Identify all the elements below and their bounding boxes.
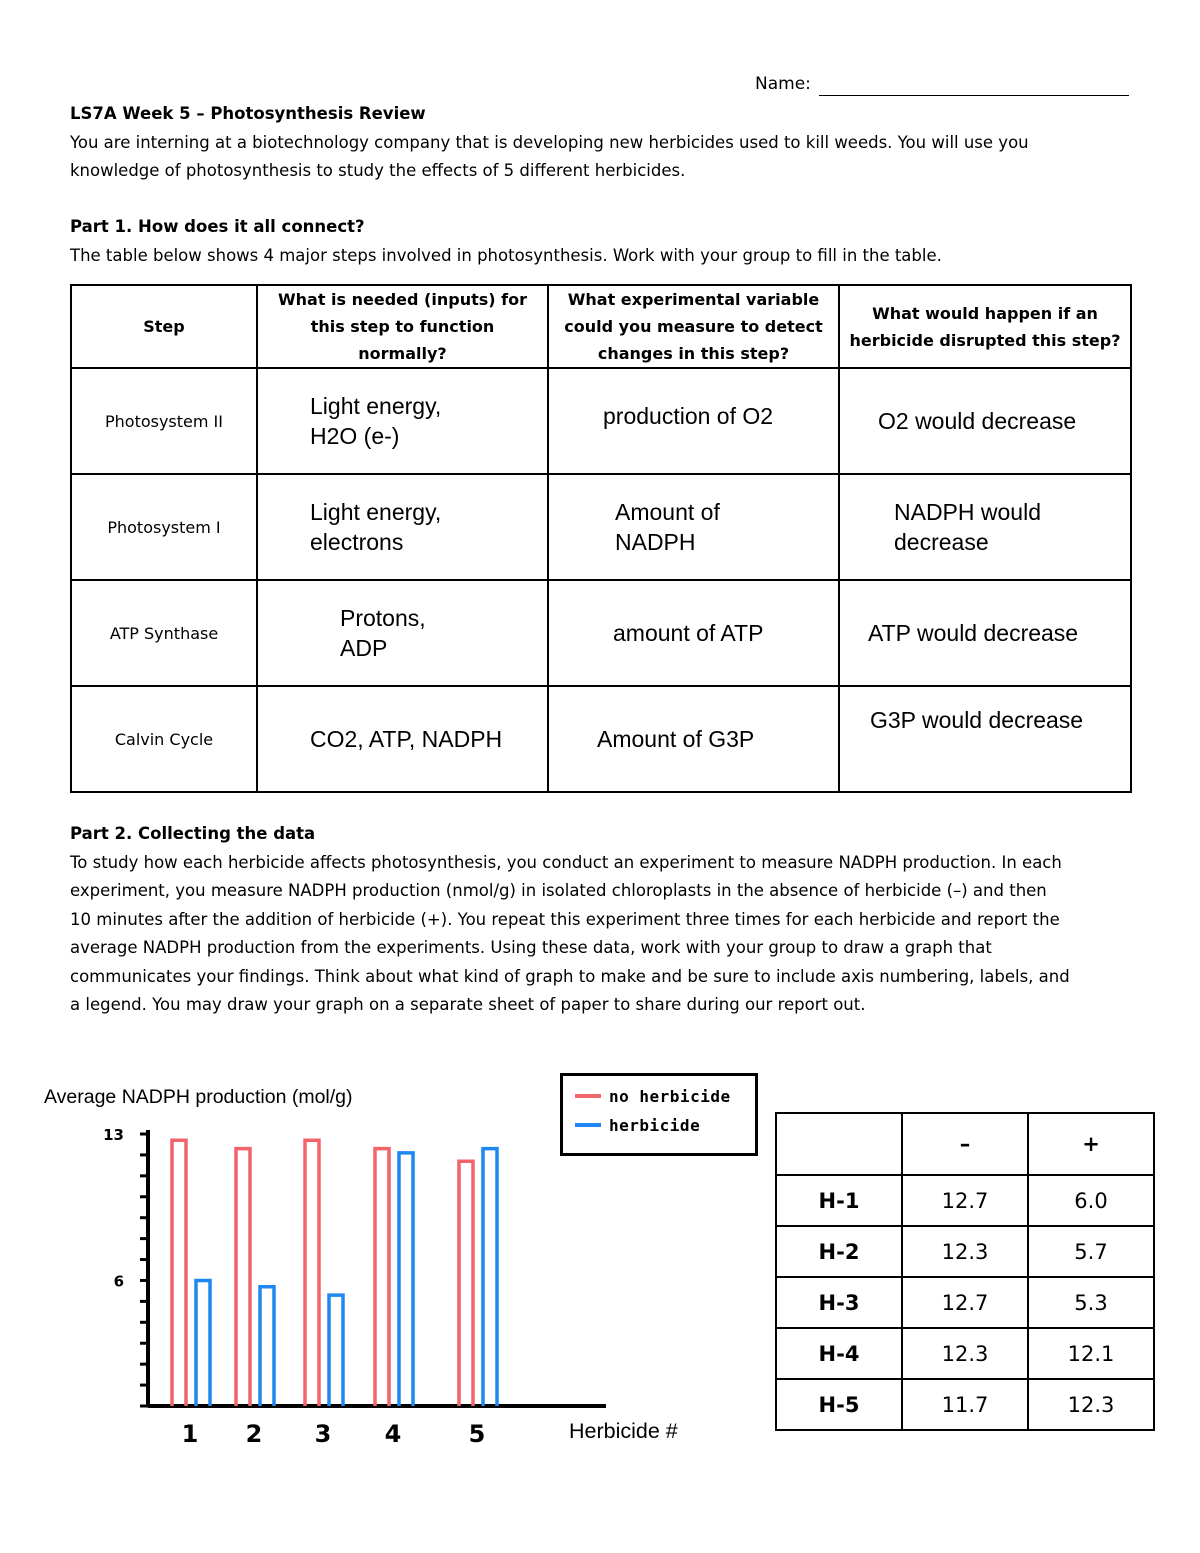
- step-cell: ATP Synthase: [71, 580, 257, 686]
- y-tick-label: 13: [103, 1126, 124, 1144]
- bar: [483, 1149, 497, 1406]
- minus-value: 12.3: [902, 1328, 1028, 1379]
- inputs-line: Protons,: [340, 605, 426, 631]
- steps-table: [70, 284, 1132, 793]
- col-header-inputs-text: What is needed (inputs) for this step to function normally?: [278, 290, 527, 363]
- chart-x-axis-label: Herbicide #: [569, 1419, 678, 1443]
- table-row: [776, 1328, 1154, 1379]
- bar: [399, 1153, 413, 1406]
- effect-line: ATP would decrease: [868, 620, 1079, 646]
- step-cell: Calvin Cycle: [71, 686, 257, 792]
- data-header-plus: +: [1028, 1113, 1154, 1175]
- plus-value: 5.3: [1028, 1277, 1154, 1328]
- intro-line-1: You are interning at a biotechnology company that is developing new herbicides used to kill weeds. You will use you: [70, 132, 1029, 152]
- part2-title: Part 2. Collecting the data: [70, 824, 316, 843]
- inputs-line: Light energy,: [310, 499, 442, 525]
- part2-section: [70, 820, 1140, 1020]
- part2-line: experiment, you measure NADPH production (nmol/g) in isolated chloroplasts in the absence of herbicide (–) and then: [70, 881, 1047, 900]
- effect-cell[interactable]: [839, 686, 1131, 792]
- effect-line: G3P would decrease: [870, 707, 1084, 733]
- plus-value: 5.7: [1028, 1226, 1154, 1277]
- data-header-minus: –: [902, 1113, 1028, 1175]
- bar: [375, 1149, 389, 1406]
- col-header-inputs: [257, 285, 548, 368]
- x-tick-label: 4: [384, 1420, 402, 1448]
- chart-y-axis-label: Average NADPH production (mol/g): [44, 1086, 353, 1108]
- table-row: [776, 1379, 1154, 1430]
- minus-value: 12.7: [902, 1175, 1028, 1226]
- part2-line: 10 minutes after the addition of herbicide (+). You repeat this experiment three times for each herbicide and report the: [70, 909, 1060, 929]
- steps-table-header: [71, 285, 1131, 368]
- effect-cell[interactable]: [839, 368, 1131, 474]
- legend-item-no-herbicide: [575, 1085, 731, 1107]
- bar: [172, 1140, 186, 1406]
- inputs-line: Light energy,: [310, 393, 442, 419]
- part2-line: average NADPH production from the experiments. Using these data, work with your group to draw a graph that: [70, 938, 992, 957]
- plus-value: 6.0: [1028, 1175, 1154, 1226]
- minus-value: 12.3: [902, 1226, 1028, 1277]
- variable-line: NADPH: [615, 529, 696, 555]
- worksheet-title: LS7A Week 5 – Photosynthesis Review: [70, 104, 426, 123]
- minus-value: 11.7: [902, 1379, 1028, 1430]
- col-header-variable-text: What experimental variable could you measure to detect changes in this step?: [564, 290, 823, 363]
- inputs-line: CO2, ATP, NADPH: [310, 726, 503, 752]
- col-header-effect: [839, 285, 1131, 368]
- effect-line: NADPH would: [894, 499, 1041, 525]
- herbicide-label: H-5: [776, 1379, 902, 1430]
- data-header-empty: [776, 1113, 902, 1175]
- inputs-cell[interactable]: [257, 368, 548, 474]
- y-tick-label: 6: [113, 1272, 124, 1291]
- data-table: [775, 1112, 1155, 1431]
- table-row: [776, 1277, 1154, 1328]
- variable-line: production of O2: [603, 403, 774, 429]
- intro-section: [70, 100, 1140, 186]
- bar: [459, 1161, 473, 1406]
- part2-line: To study how each herbicide affects photosynthesis, you conduct an experiment to measure NADPH production. In each: [70, 852, 1062, 872]
- col-header-step: [71, 285, 257, 368]
- part1-section: [70, 213, 1140, 270]
- plus-value: 12.3: [1028, 1379, 1154, 1430]
- herbicide-label: H-2: [776, 1226, 902, 1277]
- inputs-cell[interactable]: [257, 580, 548, 686]
- step-cell: Photosystem I: [71, 474, 257, 580]
- step-cell: Photosystem II: [71, 368, 257, 474]
- effect-cell[interactable]: [839, 580, 1131, 686]
- table-row: [71, 686, 1131, 792]
- x-tick-label: 5: [468, 1420, 486, 1448]
- table-row: [71, 368, 1131, 474]
- legend-label: herbicide: [609, 1115, 701, 1135]
- table-row: [776, 1226, 1154, 1277]
- part1-title: Part 1. How does it all connect?: [70, 217, 365, 236]
- part2-line: a legend. You may draw your graph on a separate sheet of paper to share during our report out.: [70, 995, 866, 1014]
- intro-line-2: knowledge of photosynthesis to study the effects of 5 different herbicides.: [70, 161, 686, 180]
- effect-line: decrease: [894, 529, 989, 555]
- variable-line: Amount of: [615, 499, 720, 525]
- effect-line: O2 would decrease: [878, 408, 1077, 434]
- col-header-step-text: Step: [143, 317, 185, 336]
- part2-line: communicates your findings. Think about what kind of graph to make and be sure to include axis numbering, labels, and: [70, 966, 1070, 986]
- bar: [236, 1149, 250, 1406]
- table-row: [71, 474, 1131, 580]
- data-table-header: [776, 1113, 1154, 1175]
- herbicide-label: H-4: [776, 1328, 902, 1379]
- name-row: [755, 72, 1135, 98]
- variable-line: amount of ATP: [613, 620, 764, 646]
- legend-item-herbicide: [575, 1114, 700, 1136]
- bar: [329, 1295, 343, 1406]
- x-tick-label: 1: [181, 1420, 199, 1448]
- chart-legend: [560, 1073, 758, 1156]
- col-header-effect-text: What would happen if an herbicide disrupted this step?: [849, 303, 1121, 350]
- inputs-line: H2O (e-): [310, 423, 400, 449]
- variable-cell[interactable]: [548, 474, 839, 580]
- x-tick-label: 2: [245, 1420, 263, 1448]
- table-row: [71, 580, 1131, 686]
- x-tick-label: 3: [314, 1420, 332, 1448]
- table-row: [776, 1175, 1154, 1226]
- bar: [305, 1140, 319, 1406]
- herbicide-label: H-3: [776, 1277, 902, 1328]
- minus-value: 12.7: [902, 1277, 1028, 1328]
- variable-line: Amount of G3P: [597, 726, 755, 752]
- effect-cell[interactable]: [839, 474, 1131, 580]
- legend-label: no herbicide: [609, 1086, 731, 1106]
- variable-cell[interactable]: [548, 686, 839, 792]
- legend-swatch: [575, 1123, 601, 1127]
- plus-value: 12.1: [1028, 1328, 1154, 1379]
- name-field[interactable]: [819, 95, 1129, 96]
- inputs-line: ADP: [340, 635, 388, 661]
- name-label: Name:: [755, 74, 811, 94]
- inputs-cell[interactable]: [257, 474, 548, 580]
- col-header-variable: [548, 285, 839, 368]
- variable-cell[interactable]: [548, 580, 839, 686]
- inputs-cell[interactable]: [257, 686, 548, 792]
- variable-cell[interactable]: [548, 368, 839, 474]
- herbicide-label: H-1: [776, 1175, 902, 1226]
- bar: [196, 1280, 210, 1406]
- legend-swatch: [575, 1094, 601, 1098]
- inputs-line: electrons: [310, 529, 404, 555]
- bar: [260, 1287, 274, 1406]
- part1-description: The table below shows 4 major steps involved in photosynthesis. Work with your group to fill in the table.: [70, 245, 942, 265]
